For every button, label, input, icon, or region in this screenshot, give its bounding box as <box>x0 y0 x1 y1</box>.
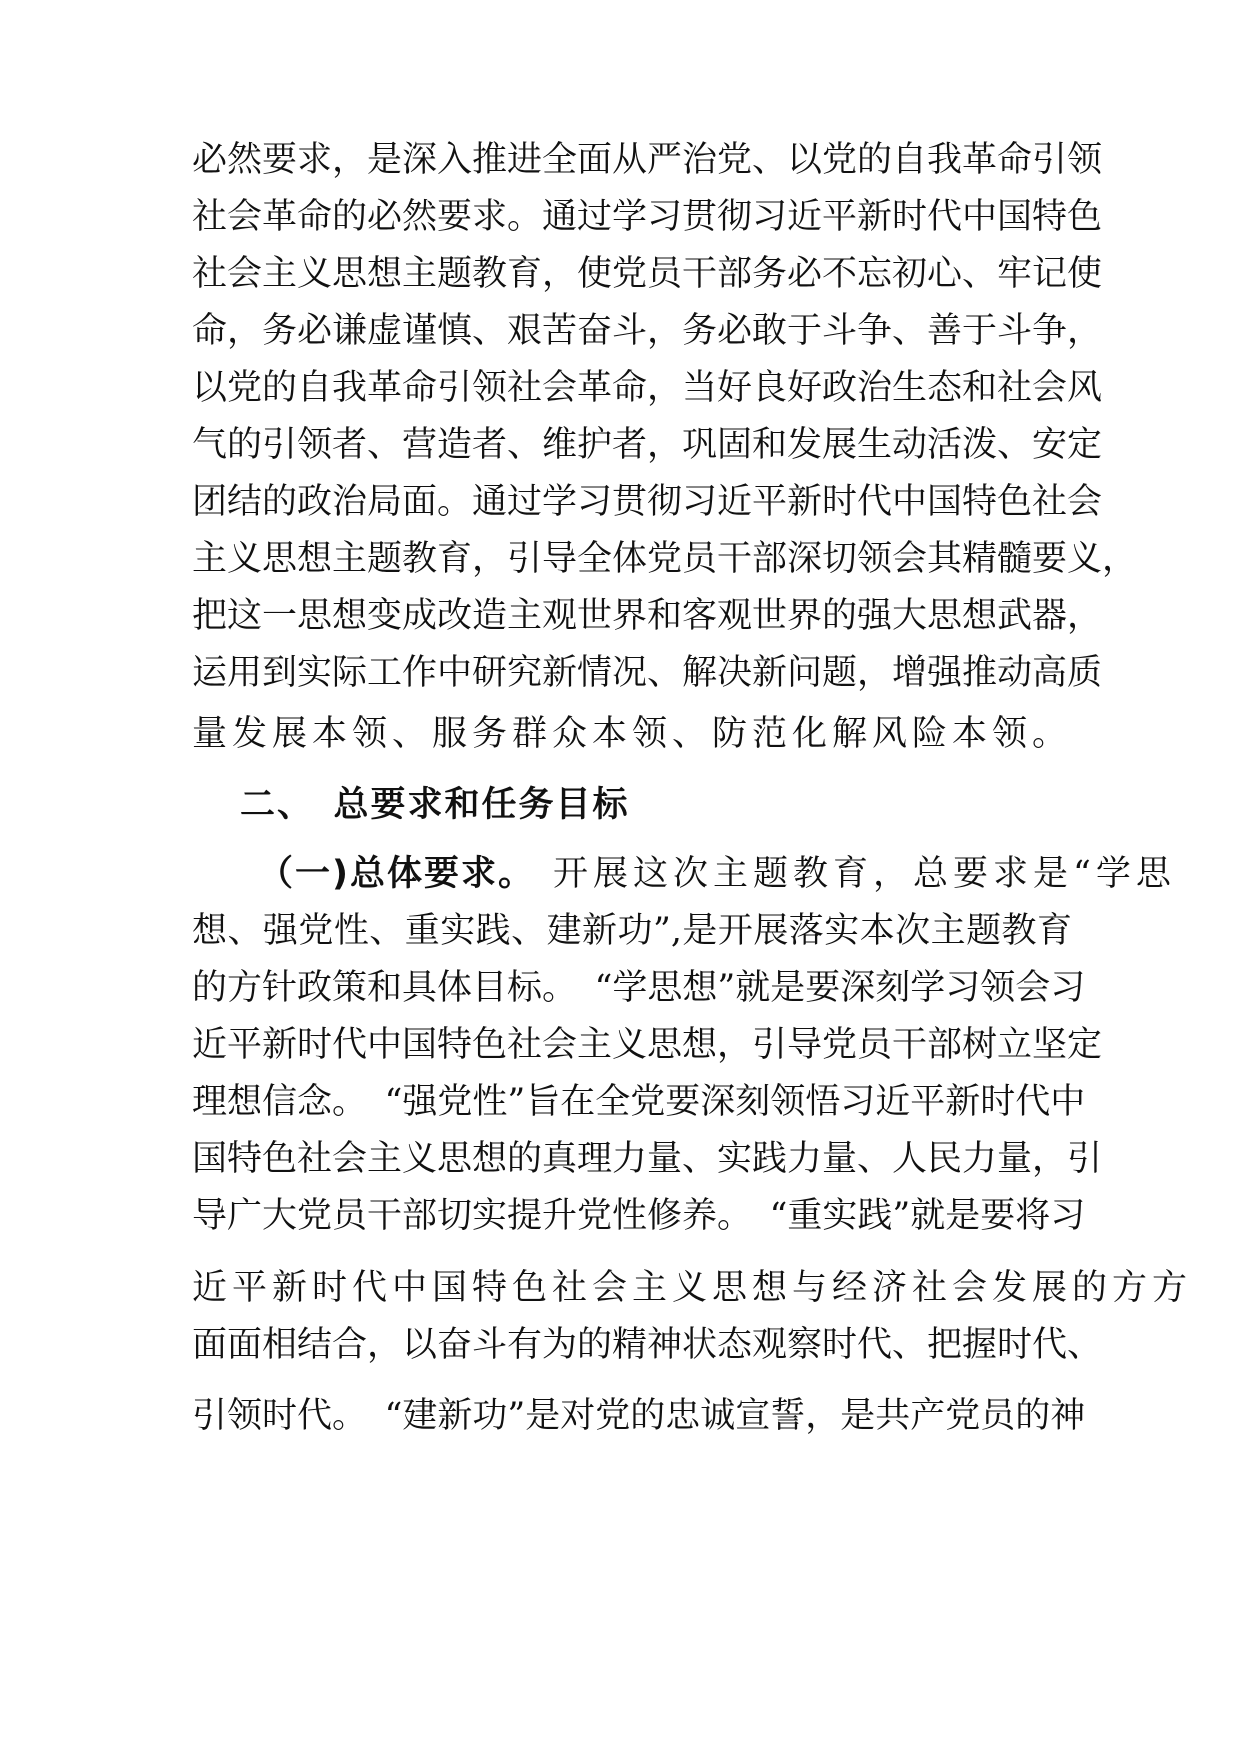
paragraph-line: 以党的自我革命引领社会革命，当好良好政治生态和社会风 <box>192 368 1103 408</box>
paragraph-line: 量发展本领、服务群众本领、防范化解风险本领。 <box>192 714 1073 754</box>
paragraph-line: 近平新时代中国特色社会主义思想与经济社会发展的方方 <box>192 1268 1193 1308</box>
paragraph-line: 引领时代。 “建新功”是对党的忠诚宣誓，是共产党员的神 <box>192 1396 1086 1436</box>
subsection-text: 开展这次主题教育，总要求是“学思 <box>553 854 1176 894</box>
paragraph-line: 国特色社会主义思想的真理力量、实践力量、人民力量，引 <box>192 1139 1103 1179</box>
paragraph-line: 命，务必谦虚谨慎、艰苦奋斗，务必敢于斗争、善于斗争， <box>192 311 1103 351</box>
paragraph-line: 把这一思想变成改造主观世界和客观世界的强大思想武器， <box>192 596 1103 636</box>
paragraph-line: 面面相结合，以奋斗有为的精神状态观察时代、把握时代、 <box>192 1325 1103 1365</box>
paragraph-line: 理想信念。 “强党性”旨在全党要深刻领悟习近平新时代中 <box>192 1082 1086 1122</box>
paragraph-line: 主义思想主题教育，引导全体党员干部深切领会其精髓要义， <box>192 539 1138 579</box>
paragraph-line: 气的引领者、营造者、维护者，巩固和发展生动活泼、安定 <box>192 425 1103 465</box>
paragraph-line: 运用到实际工作中研究新情况、解决新问题，增强推动高质 <box>192 653 1103 693</box>
paragraph-line: 想、强党性、重实践、建新功”,是开展落实本次主题教育 <box>192 911 1072 951</box>
paragraph-line: 导广大党员干部切实提升党性修养。 “重实践”就是要将习 <box>192 1196 1086 1236</box>
paragraph-line: 团结的政治局面。通过学习贯彻习近平新时代中国特色社会 <box>192 482 1103 522</box>
subsection-first-line <box>258 852 1176 896</box>
section-heading: 二、 总要求和任务目标 <box>240 785 630 825</box>
subsection-title: （一)总体要求。 <box>258 854 535 894</box>
paragraph-line: 社会主义思想主题教育，使党员干部务必不忘初心、牢记使 <box>192 254 1103 294</box>
paragraph-line: 的方针政策和具体目标。 “学思想”就是要深刻学习领会习 <box>192 968 1086 1008</box>
paragraph-line: 社会革命的必然要求。通过学习贯彻习近平新时代中国特色 <box>192 197 1103 237</box>
paragraph-line: 近平新时代中国特色社会主义思想，引导党员干部树立坚定 <box>192 1025 1103 1065</box>
paragraph-line: 必然要求，是深入推进全面从严治党、以党的自我革命引领 <box>192 140 1103 180</box>
